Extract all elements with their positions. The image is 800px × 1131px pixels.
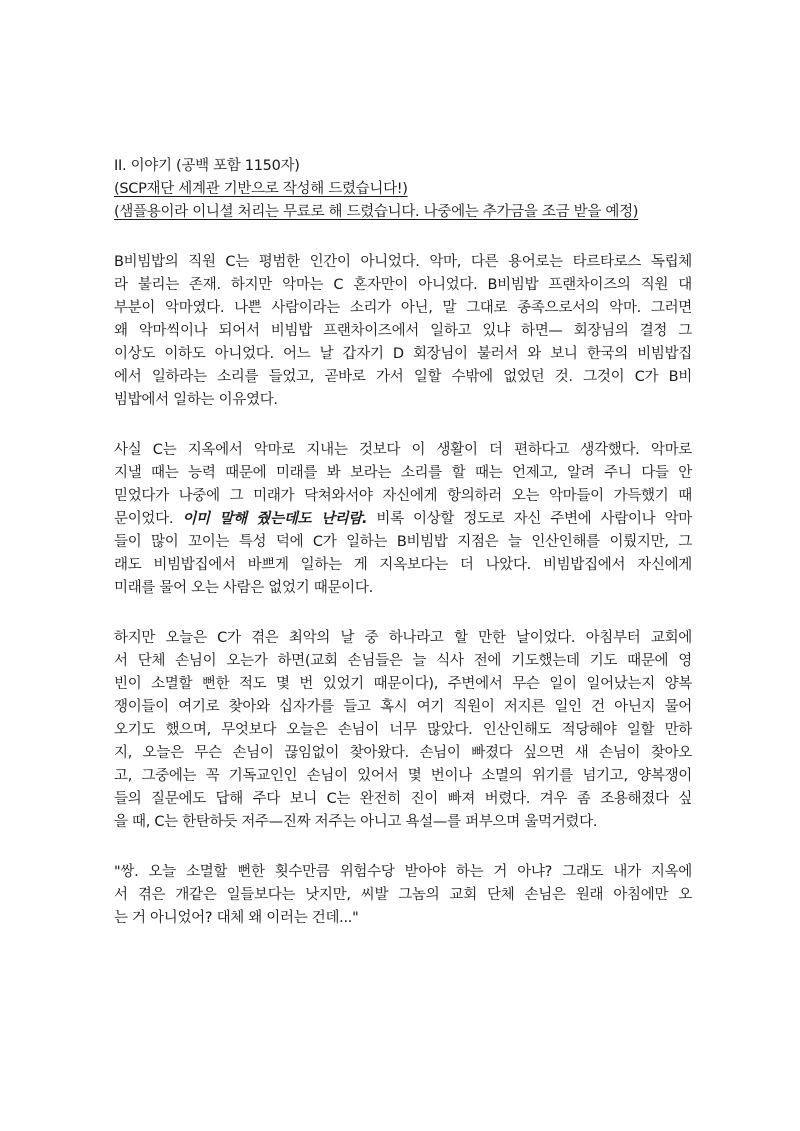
paragraph-line: 고, 그중에는 꼭 기독교인인 손님이 있어서 몇 번이나 소멸의 위기를 넘기고, 양복쟁이 (114, 768, 692, 784)
paragraph-line: 을 때, C는 한탄하듯 저주—진짜 저주는 아니고 욕설—를 퍼부으며 울먹거렸다. (114, 814, 598, 830)
paragraph-4 (114, 861, 692, 930)
paragraph-line: 서 겪은 개같은 일들보다는 낫지만, 씨발 그놈의 교회 단체 손님은 원래 아침에만 오 (114, 887, 692, 903)
note-worldview: (SCP재단 세계관 기반으로 작성해 드렸습니다!) (114, 181, 408, 197)
paragraph-line: 들이 많이 꼬이는 특성 덕에 C가 일하는 B비빔밥 지점은 늘 인산인해를 이뤘지만, 그 (114, 534, 692, 550)
paragraph-line: "쌍. 오늘 소멸할 뻔한 횟수만큼 위험수당 받아야 하는 거 아냐? 그래도 내가 지옥에 (114, 864, 692, 880)
paragraph-line: 빔밥에서 일하는 이유였다. (114, 392, 278, 408)
text-run: 비록 이상할 정도로 자신 주변에 사람이나 악마 (367, 511, 692, 527)
text-run: 문이었다. (114, 511, 183, 527)
paragraph-line: 믿었다가 나중에 그 미래가 닥쳐와서야 자신에게 항의하러 오는 악마들이 가득했기 때 (114, 488, 692, 504)
paragraph-line: 부분이 악마였다. 나쁜 사람이라는 소리가 아닌, 말 그대로 종족으로서의 악마. 그러면 (114, 300, 692, 316)
paragraph-line: 서 단체 손님이 오는가 하면(교회 손님들은 늘 식사 전에 기도했는데 기도 때문에 영 (114, 653, 692, 669)
paragraph-line: 들의 질문에도 답해 주다 보니 C는 완전히 진이 빠져 버렸다. 겨우 좀 조용해졌다 싶 (114, 791, 692, 807)
paragraph-line: 하지만 오늘은 C가 겪은 최악의 날 중 하나라고 할 만한 날이었다. 아침부터 교회에 (114, 630, 692, 646)
paragraph-line (114, 508, 692, 531)
paragraph-line: B비빔밥의 직원 C는 평범한 인간이 아니었다. 악마, 다른 용어로는 타르타로스 독립체 (114, 254, 692, 270)
paragraph-1 (114, 251, 692, 412)
paragraph-2 (114, 439, 692, 600)
emphasized-thought: 이미 말해 줬는데도 난리람. (182, 511, 368, 527)
paragraph-line: 왜 악마씩이나 되어서 비빔밥 프랜차이즈에서 일하고 있냐 하면— 회장님의 결정 그 (114, 323, 692, 339)
paragraph-line: 쟁이들이 여기로 찾아와 십자가를 들고 혹시 여기 직원이 저지른 일인 건 아닌지 물어 (114, 699, 692, 715)
note-sample: (샘플용이라 이니셜 처리는 무료로 해 드렸습니다. 나중에는 추가금을 조금 받을 예정) (114, 204, 639, 220)
paragraph-line: 래도 비빔밥집에서 바쁘게 일하는 게 지옥보다는 더 나았다. 비빔밥집에서 자신에게 (114, 557, 692, 573)
paragraph-line: 지, 오늘은 무슨 손님이 끊임없이 찾아왔다. 손님이 빠졌다 싶으면 새 손님이 찾아오 (114, 745, 692, 761)
paragraph-line: 사실 C는 지옥에서 악마로 지내는 것보다 이 생활이 더 편하다고 생각했다. 악마로 (114, 442, 692, 458)
paragraph-line: 이상도 이하도 아니었다. 어느 날 갑자기 D 회장님이 불러서 와 보니 한국의 비빔밥집 (114, 346, 692, 362)
paragraph-line: 미래를 물어 오는 사람은 없었기 때문이다. (114, 580, 373, 596)
paragraph-line: 는 거 아니었어? 대체 왜 이러는 건데..." (114, 910, 359, 926)
paragraph-line: 에서 일하라는 소리를 들었고, 곧바로 가서 일할 수밖에 없었던 것. 그것이 C가 B비 (114, 369, 692, 385)
paragraph-3 (114, 627, 692, 834)
paragraph-line: 라 불리는 존재. 하지만 악마는 C 혼자만이 아니었다. B비빔밥 프랜차이즈의 직원 대 (114, 277, 692, 293)
paragraph-line: 지낼 때는 능력 때문에 미래를 봐 보라는 소리를 할 때는 언제고, 알려 주니 다들 안 (114, 465, 692, 481)
section-title: II. 이야기 (공백 포함 1150자) (114, 158, 300, 174)
paragraph-line: 빈이 소멸할 뻔한 적도 몇 번 있었기 때문이다), 주변에서 무슨 일이 일어났는지 양복 (114, 676, 692, 692)
paragraph-line: 오기도 했으며, 무엇보다 오늘은 손님이 너무 많았다. 인산인해도 적당해야 일할 만하 (114, 722, 692, 738)
document-body (114, 155, 692, 930)
